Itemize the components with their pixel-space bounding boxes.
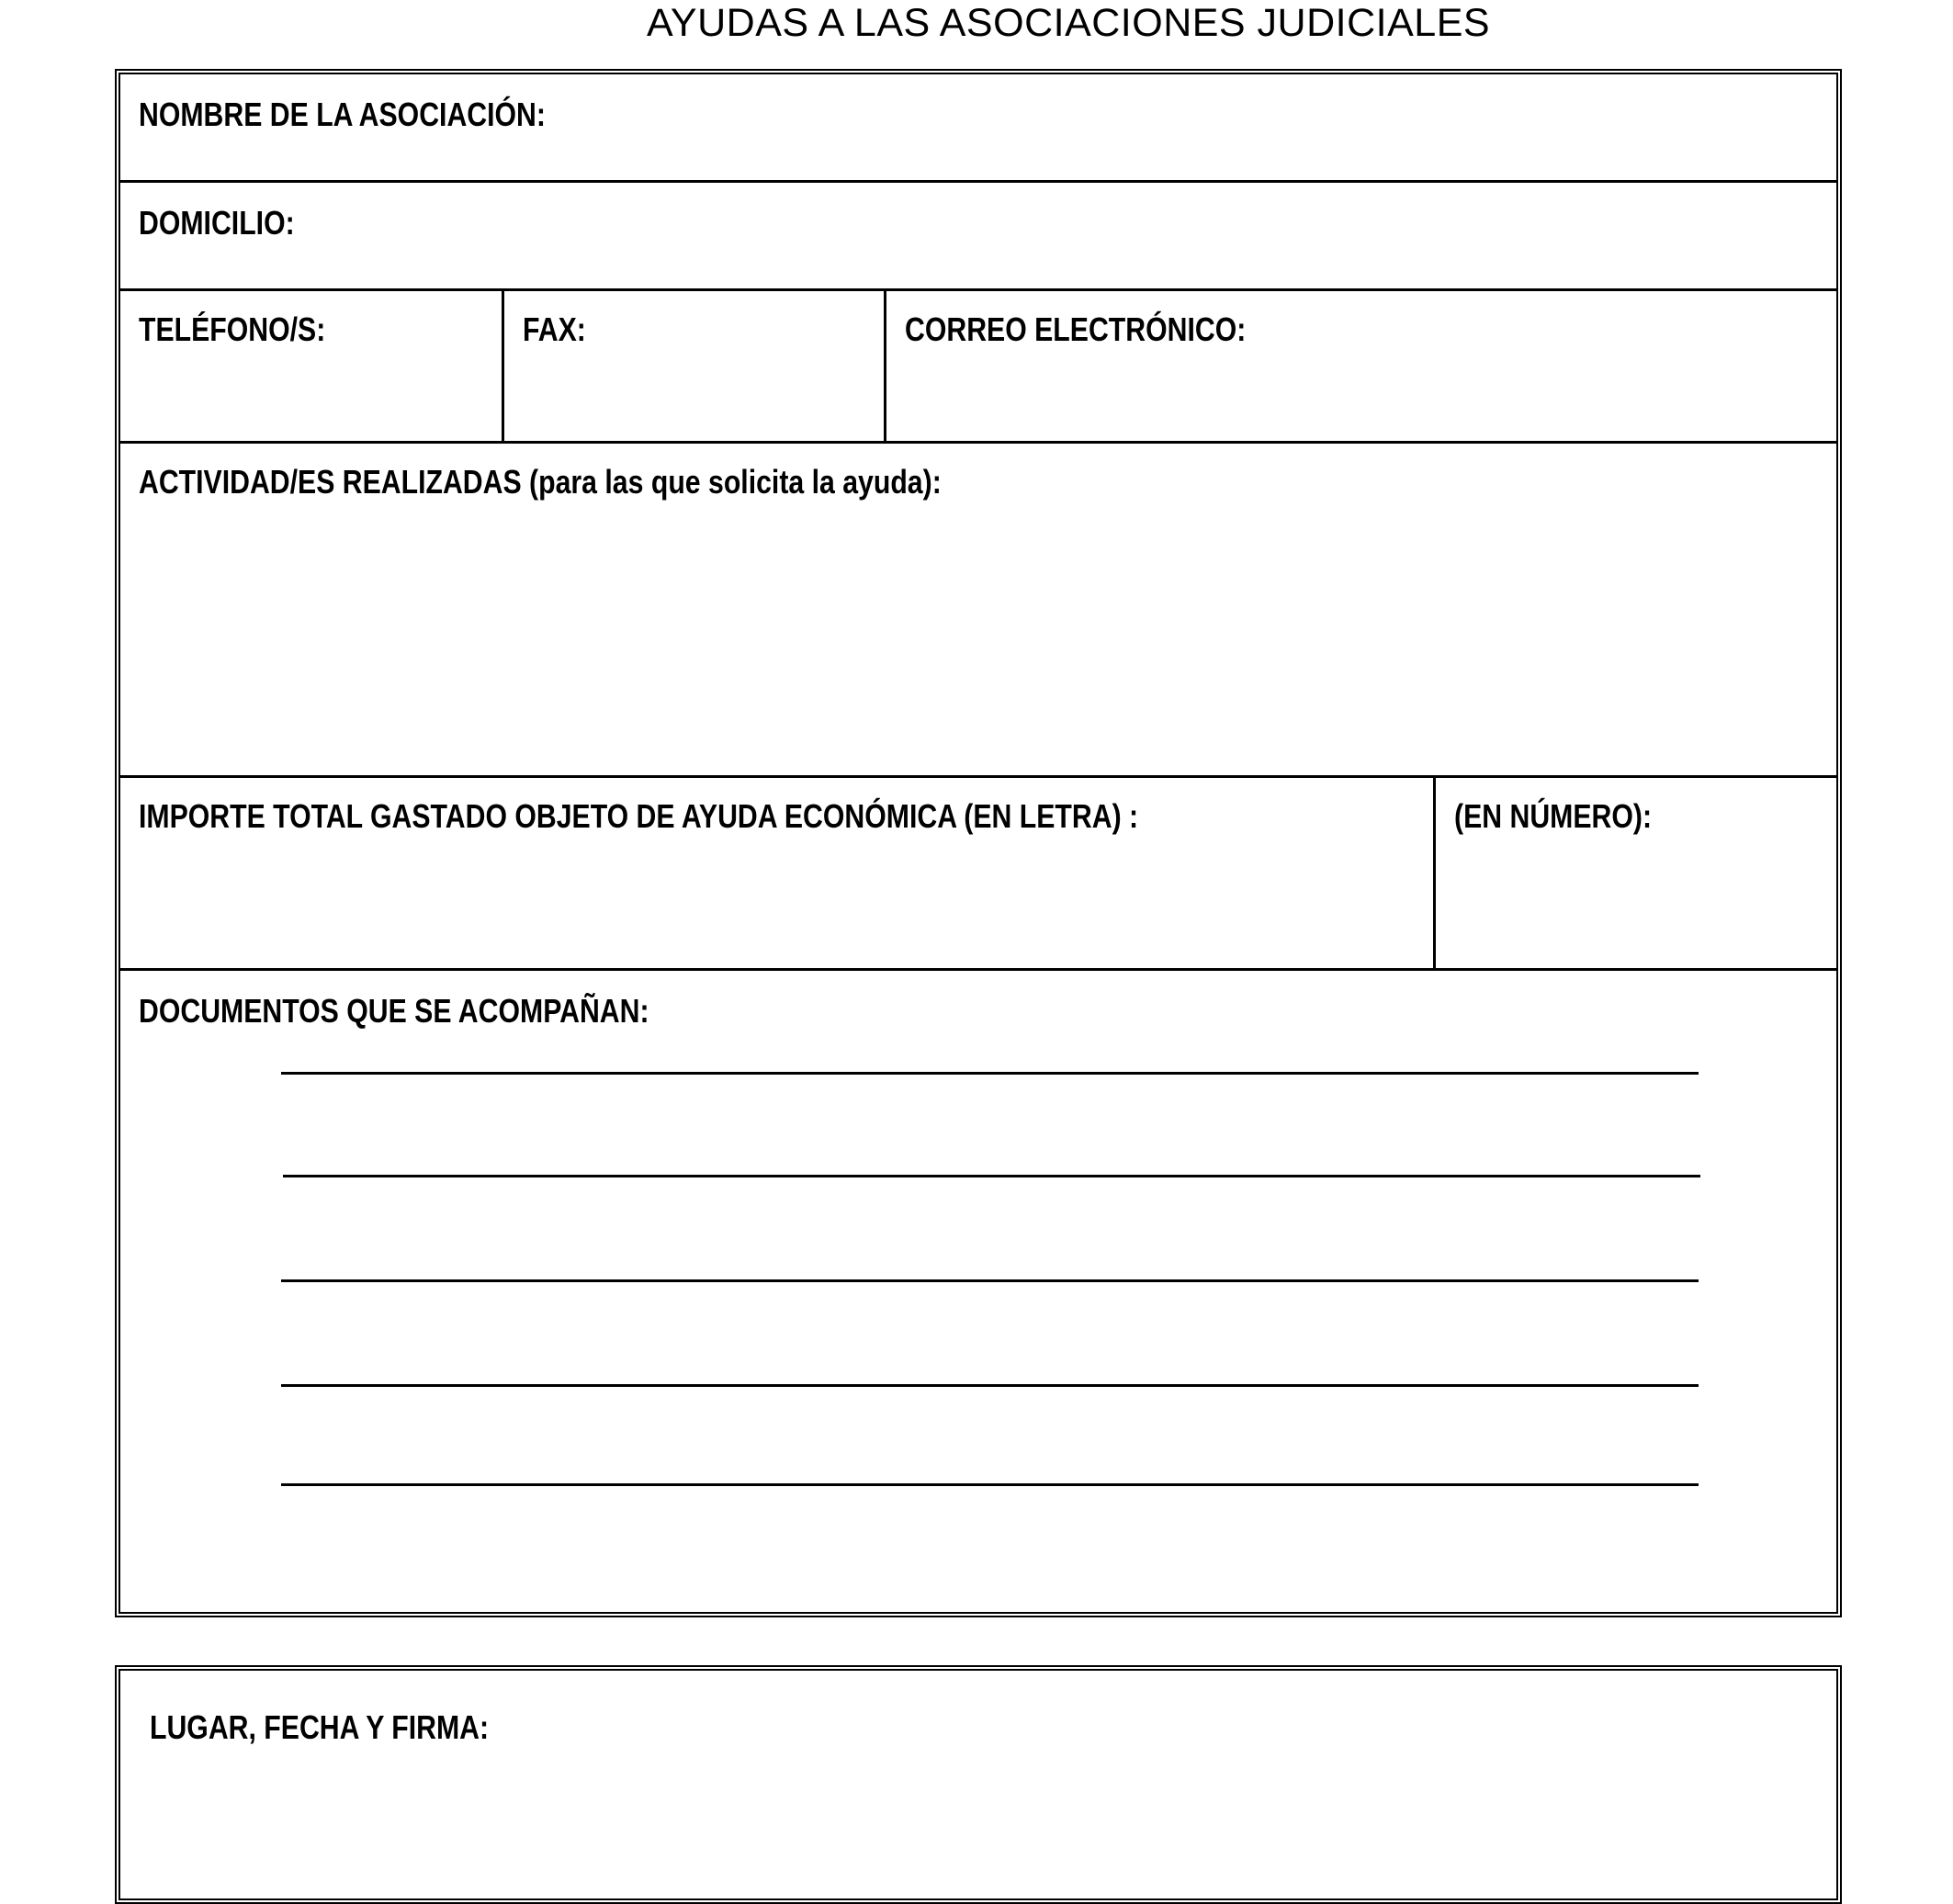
documento-line-4[interactable] [281, 1384, 1699, 1387]
nombre-row[interactable] [120, 74, 1836, 183]
documento-line-1[interactable] [281, 1072, 1699, 1075]
nombre-label: NOMBRE DE LA ASOCIACIÓN: [139, 96, 546, 133]
documentos-label: DOCUMENTOS QUE SE ACOMPAÑAN: [139, 992, 649, 1030]
documentos-field [120, 971, 1836, 1612]
contact-row [120, 291, 1836, 444]
correo-label: CORREO ELECTRÓNICO: [905, 310, 1247, 348]
telefono-field[interactable] [120, 291, 502, 441]
importe-row [120, 778, 1836, 971]
documento-line-3[interactable] [281, 1279, 1699, 1282]
telefono-label: TELÉFONO/S: [139, 310, 326, 348]
fax-label: FAX: [523, 310, 586, 348]
form-title: AYUDAS A LAS ASOCIACIONES JUDICIALES [646, 1, 1491, 45]
documento-line-5[interactable] [281, 1483, 1699, 1486]
fax-field[interactable] [502, 291, 884, 441]
importe-numero-label: (EN NÚMERO): [1454, 797, 1653, 835]
importe-letra-field[interactable] [120, 778, 1433, 968]
domicilio-label: DOMICILIO: [139, 204, 295, 242]
correo-field[interactable] [884, 291, 1836, 441]
actividades-field[interactable] [120, 444, 1836, 778]
documento-line-2[interactable] [283, 1175, 1700, 1177]
domicilio-row[interactable] [120, 183, 1836, 291]
importe-letra-label: IMPORTE TOTAL GASTADO OBJETO DE AYUDA ECONÓMICA (EN LETRA) : [139, 797, 1139, 835]
importe-numero-field[interactable] [1433, 778, 1836, 968]
signature-label: LUGAR, FECHA Y FIRMA: [150, 1708, 490, 1746]
actividades-label: ACTIVIDAD/ES REALIZADAS (para las que solicita la ayuda): [139, 463, 942, 501]
application-form [115, 69, 1842, 1617]
signature-box[interactable] [115, 1665, 1842, 1904]
